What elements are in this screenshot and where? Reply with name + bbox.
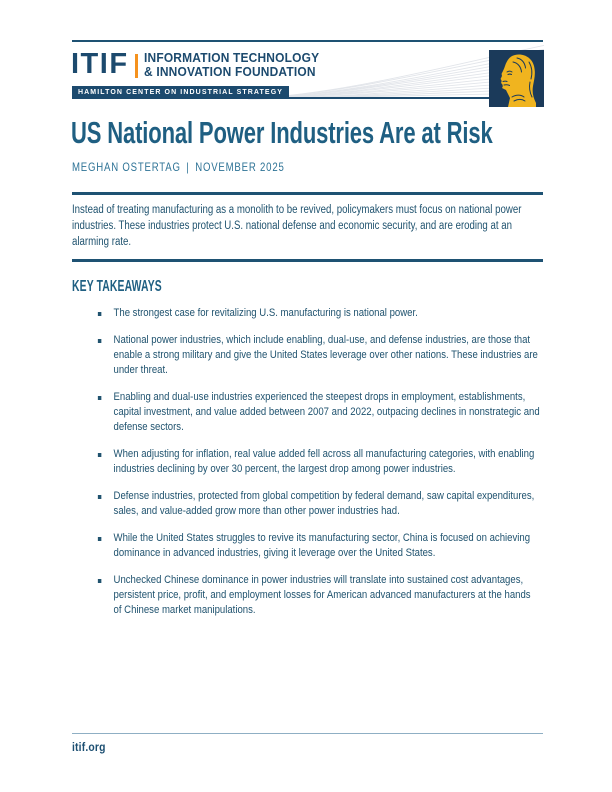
byline-date: NOVEMBER 2025 xyxy=(195,160,285,174)
takeaway-item xyxy=(97,531,540,561)
takeaway-item xyxy=(97,447,540,477)
bullet-square-icon xyxy=(98,339,101,343)
byline-author: MEGHAN OSTERTAG xyxy=(72,160,181,174)
bullet-square-icon xyxy=(98,396,101,400)
takeaway-text: Defense industries, protected from global competition by federal demand, saw capital expenditures, sales, and value-added grow more than other power industries had. xyxy=(113,490,535,517)
intro-bottom-rule xyxy=(72,259,543,262)
key-takeaways-list xyxy=(97,306,606,630)
takeaway-item xyxy=(97,333,540,378)
intro-paragraph: Instead of treating manufacturing as a monolith to be revived, policymakers must focus on national power industries. These industries protect U.S. national defense and economic security, and are eroding at an alarming rate. xyxy=(72,204,522,248)
page-title: US National Power Industries Are at Risk xyxy=(71,115,493,150)
bullet-square-icon xyxy=(98,453,101,457)
org-name-line1: INFORMATION TECHNOLOGY xyxy=(144,50,320,65)
intro-top-rule xyxy=(72,192,543,195)
takeaway-item xyxy=(97,573,540,618)
footer-rule xyxy=(72,733,543,734)
itif-org-link[interactable]: itif.org xyxy=(72,742,106,754)
org-name-line2: & INNOVATION FOUNDATION xyxy=(144,63,316,79)
hamilton-center-banner: HAMILTON CENTER ON INDUSTRIAL STRATEGY xyxy=(72,86,289,99)
takeaway-item xyxy=(97,489,540,519)
key-takeaways-heading: KEY TAKEAWAYS xyxy=(72,278,162,295)
takeaway-text: When adjusting for inflation, real value added fell across all manufacturing categories, with enabling industries declining by over 30 percent, the largest drop among power industries. xyxy=(113,448,535,475)
bullet-square-icon xyxy=(98,312,101,316)
bullet-square-icon xyxy=(98,579,101,583)
itif-logo: ITIF xyxy=(71,48,129,80)
takeaway-text: National power industries, which include enabling, dual-use, and defense industries, are those that enable a strong military and give the United States leverage over other nations. These industries are under threat. xyxy=(113,334,538,376)
byline-separator: | xyxy=(186,160,190,174)
takeaway-text: Unchecked Chinese dominance in power industries will translate into sustained cost advantages, persistent price, profit, and employment losses for American advanced manufacturers at the hands of Chinese market manipulations. xyxy=(113,574,531,616)
takeaway-item xyxy=(97,306,540,321)
takeaway-item xyxy=(97,390,540,435)
byline xyxy=(72,161,285,173)
logo-divider-bar xyxy=(135,54,138,78)
bullet-square-icon xyxy=(98,537,101,541)
bullet-square-icon xyxy=(98,495,101,499)
takeaway-text: Enabling and dual-use industries experienced the steepest drops in employment, establishments, capital investment, and value added between 2007 and 2022, outpacing declines in nonstrategic and defense sectors. xyxy=(113,391,540,433)
hamilton-portrait-icon xyxy=(489,50,544,107)
org-name xyxy=(144,51,319,78)
takeaway-text: While the United States struggles to revive its manufacturing sector, China is focused on achieving dominance in advanced industries, giving it leverage over the United States. xyxy=(113,532,531,559)
takeaway-text: The strongest case for revitalizing U.S. manufacturing is national power. xyxy=(113,307,418,319)
